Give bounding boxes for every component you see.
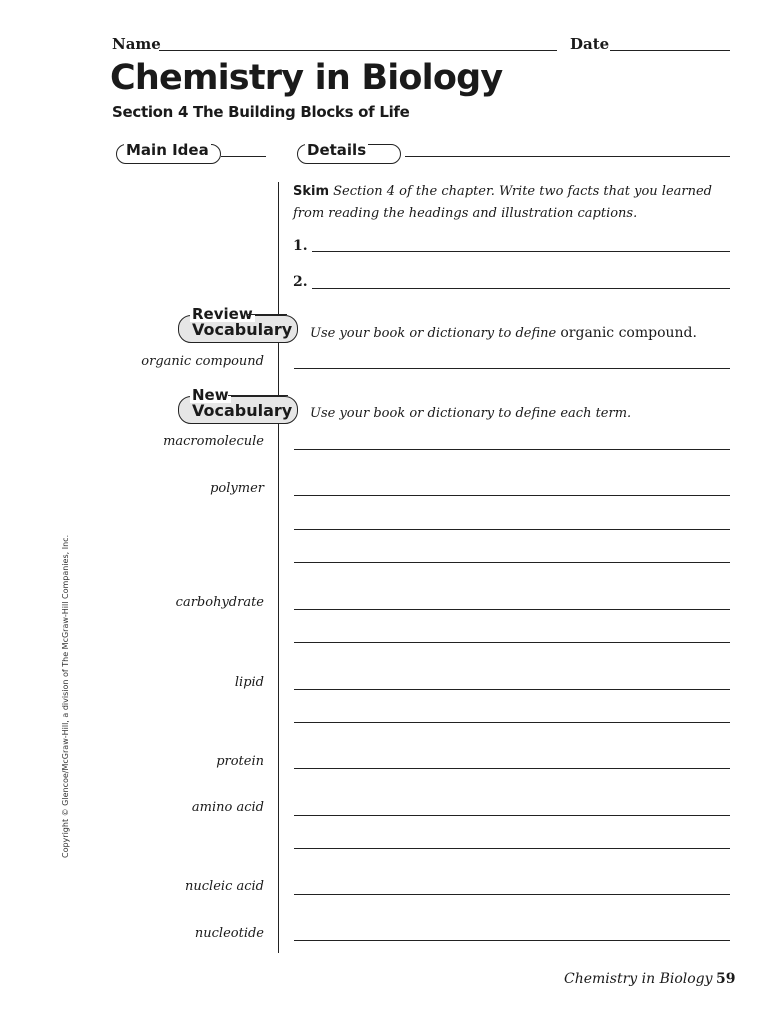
page-title: Chemistry in Biology bbox=[110, 58, 503, 98]
main-idea-rule bbox=[221, 156, 266, 157]
definition-line[interactable] bbox=[294, 894, 730, 895]
date-label: Date bbox=[570, 35, 610, 53]
definition-line[interactable] bbox=[294, 642, 730, 643]
section-subtitle: Section 4 The Building Blocks of Life bbox=[112, 103, 410, 121]
definition-line[interactable] bbox=[294, 815, 730, 816]
footer-book-title: Chemistry in Biology bbox=[564, 971, 713, 987]
review-instruction-text: Use your book or dictionary to define bbox=[310, 326, 557, 341]
definition-line[interactable] bbox=[294, 768, 730, 769]
skim-instruction-line2: from reading the headings and illustration captions. bbox=[293, 206, 638, 221]
skim-item-number: 2. bbox=[293, 274, 308, 290]
new-label-rule bbox=[228, 395, 288, 396]
new-vocabulary-label: Vocabulary bbox=[192, 401, 293, 420]
review-vocabulary-label: Vocabulary bbox=[192, 320, 293, 339]
name-field-line[interactable] bbox=[159, 50, 557, 51]
review-instruction bbox=[310, 325, 697, 341]
skim-answer-line[interactable] bbox=[312, 251, 730, 252]
definition-line[interactable] bbox=[294, 562, 730, 563]
review-instruction-term: organic compound. bbox=[560, 325, 697, 341]
definition-line[interactable] bbox=[294, 609, 730, 610]
vocab-term: carbohydrate bbox=[175, 595, 264, 610]
date-field-line[interactable] bbox=[610, 50, 730, 51]
skim-answer-line[interactable] bbox=[312, 288, 730, 289]
vocab-term: amino acid bbox=[191, 800, 264, 815]
vocab-term: nucleic acid bbox=[185, 879, 264, 894]
name-label: Name bbox=[112, 35, 161, 53]
skim-instruction-line1: Section 4 of the chapter. Write two facts that you learned bbox=[333, 184, 713, 199]
skim-instructions bbox=[293, 181, 733, 225]
vocab-term: organic compound bbox=[141, 354, 264, 369]
main-idea-label: Main Idea bbox=[126, 141, 209, 159]
new-vocabulary-instruction: Use your book or dictionary to define each term. bbox=[310, 406, 632, 421]
vocab-term: polymer bbox=[210, 481, 264, 496]
vocab-term: lipid bbox=[234, 675, 264, 690]
definition-line[interactable] bbox=[294, 529, 730, 530]
copyright-notice: Copyright © Glencoe/McGraw-Hill, a division of The McGraw-Hill Companies, Inc. bbox=[61, 534, 70, 858]
details-rule bbox=[405, 156, 730, 157]
definition-line[interactable] bbox=[294, 940, 730, 941]
vocab-term: nucleotide bbox=[194, 926, 264, 941]
skim-label: Skim bbox=[293, 184, 330, 199]
column-divider bbox=[278, 182, 279, 953]
review-label: Review bbox=[192, 305, 253, 323]
new-label: New bbox=[192, 386, 229, 404]
vocab-term: macromolecule bbox=[163, 434, 264, 449]
definition-line[interactable] bbox=[294, 368, 730, 369]
page-number: 59 bbox=[716, 971, 736, 987]
review-label-rule bbox=[247, 314, 287, 315]
definition-line[interactable] bbox=[294, 449, 730, 450]
definition-line[interactable] bbox=[294, 722, 730, 723]
skim-item-number: 1. bbox=[293, 238, 308, 254]
details-label: Details bbox=[307, 141, 367, 159]
definition-line[interactable] bbox=[294, 848, 730, 849]
definition-line[interactable] bbox=[294, 689, 730, 690]
vocab-term: protein bbox=[216, 754, 264, 769]
definition-line[interactable] bbox=[294, 495, 730, 496]
